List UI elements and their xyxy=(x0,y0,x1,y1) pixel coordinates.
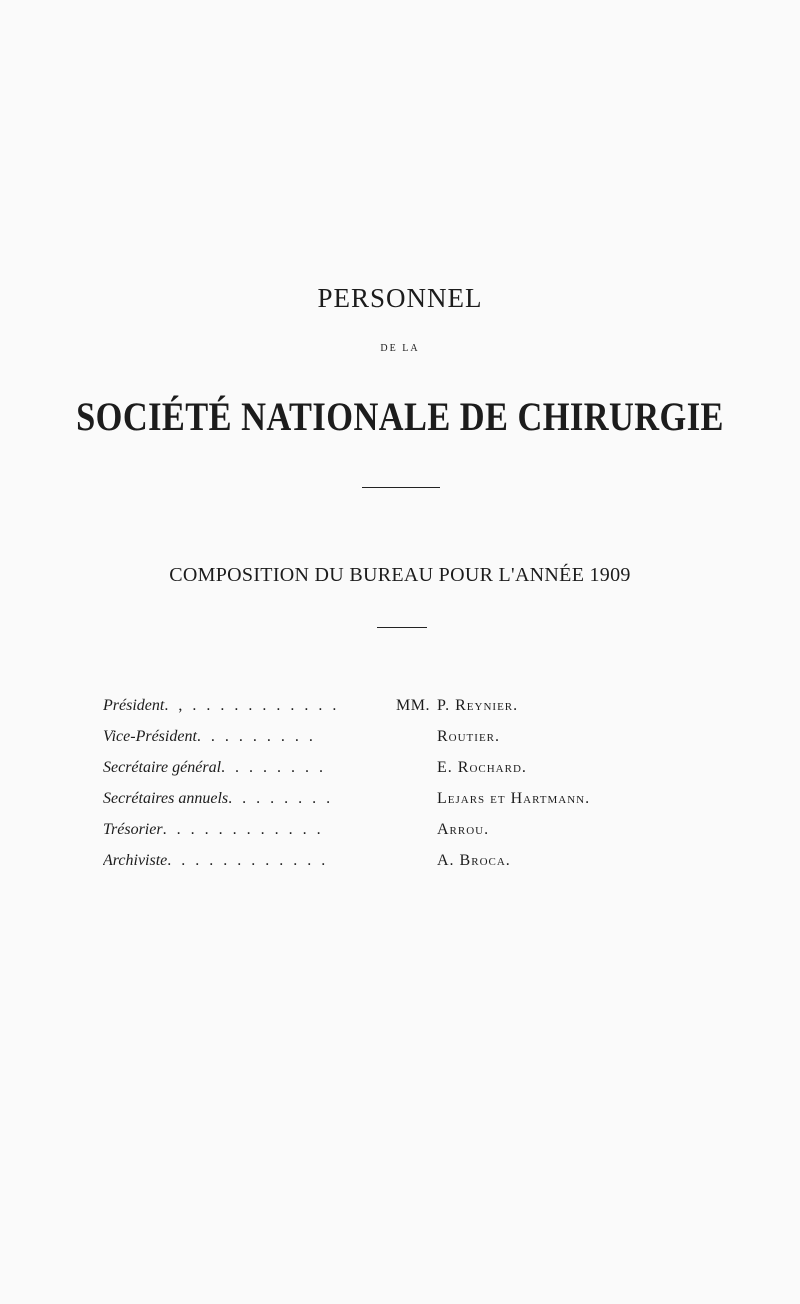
role-text: Secrétaires annuels xyxy=(103,790,229,807)
role-text: Vice-Président xyxy=(103,728,197,745)
bureau-list xyxy=(103,697,663,883)
leader-dots: . . . . . . . . xyxy=(221,759,327,776)
role-text: Archiviste xyxy=(103,852,168,869)
role-label xyxy=(103,728,390,746)
role-label xyxy=(103,821,390,839)
leader-dots: . . . . . . . . . . . . xyxy=(167,852,329,869)
bureau-row-archiviste xyxy=(103,852,663,883)
heading-personnel: PERSONNEL xyxy=(317,283,483,313)
role-label xyxy=(103,790,390,808)
bureau-row-secretaire-general xyxy=(103,759,663,790)
leader-dots: . . . . . . . . . . . . xyxy=(162,821,324,838)
member-name: E. Rochard. xyxy=(437,759,527,776)
role-label xyxy=(103,852,390,870)
leader-dots: . , . . . . . . . . . . . xyxy=(164,697,340,714)
bureau-row-secretaires-annuels xyxy=(103,790,663,821)
bureau-row-president xyxy=(103,697,663,728)
leader-dots: . . . . . . . . xyxy=(228,790,334,807)
heading-societe: SOCIÉTÉ NATIONALE DE CHIRURGIE xyxy=(76,394,724,439)
member-name: Lejars et Hartmann. xyxy=(437,790,591,807)
role-label xyxy=(103,697,390,715)
member-name: P. Reynier. xyxy=(437,697,519,714)
role-text: Trésorier xyxy=(103,821,163,838)
bureau-row-tresorier xyxy=(103,821,663,852)
role-text: Président xyxy=(103,697,165,714)
divider-rule xyxy=(377,627,427,628)
member-name: A. Broca. xyxy=(437,852,511,869)
bureau-row-vice-president xyxy=(103,728,663,759)
heading-de-la: DE LA xyxy=(380,343,420,354)
member-name: Arrou. xyxy=(437,821,490,838)
role-text: Secrétaire général xyxy=(103,759,222,776)
member-name: Routier. xyxy=(437,728,500,745)
leader-dots: . . . . . . . . . xyxy=(196,728,316,745)
divider-rule xyxy=(362,487,440,488)
role-label xyxy=(103,759,390,777)
mm-prefix: MM. xyxy=(396,697,430,714)
subtitle: COMPOSITION DU BUREAU POUR L'ANNÉE 1909 xyxy=(169,564,631,586)
